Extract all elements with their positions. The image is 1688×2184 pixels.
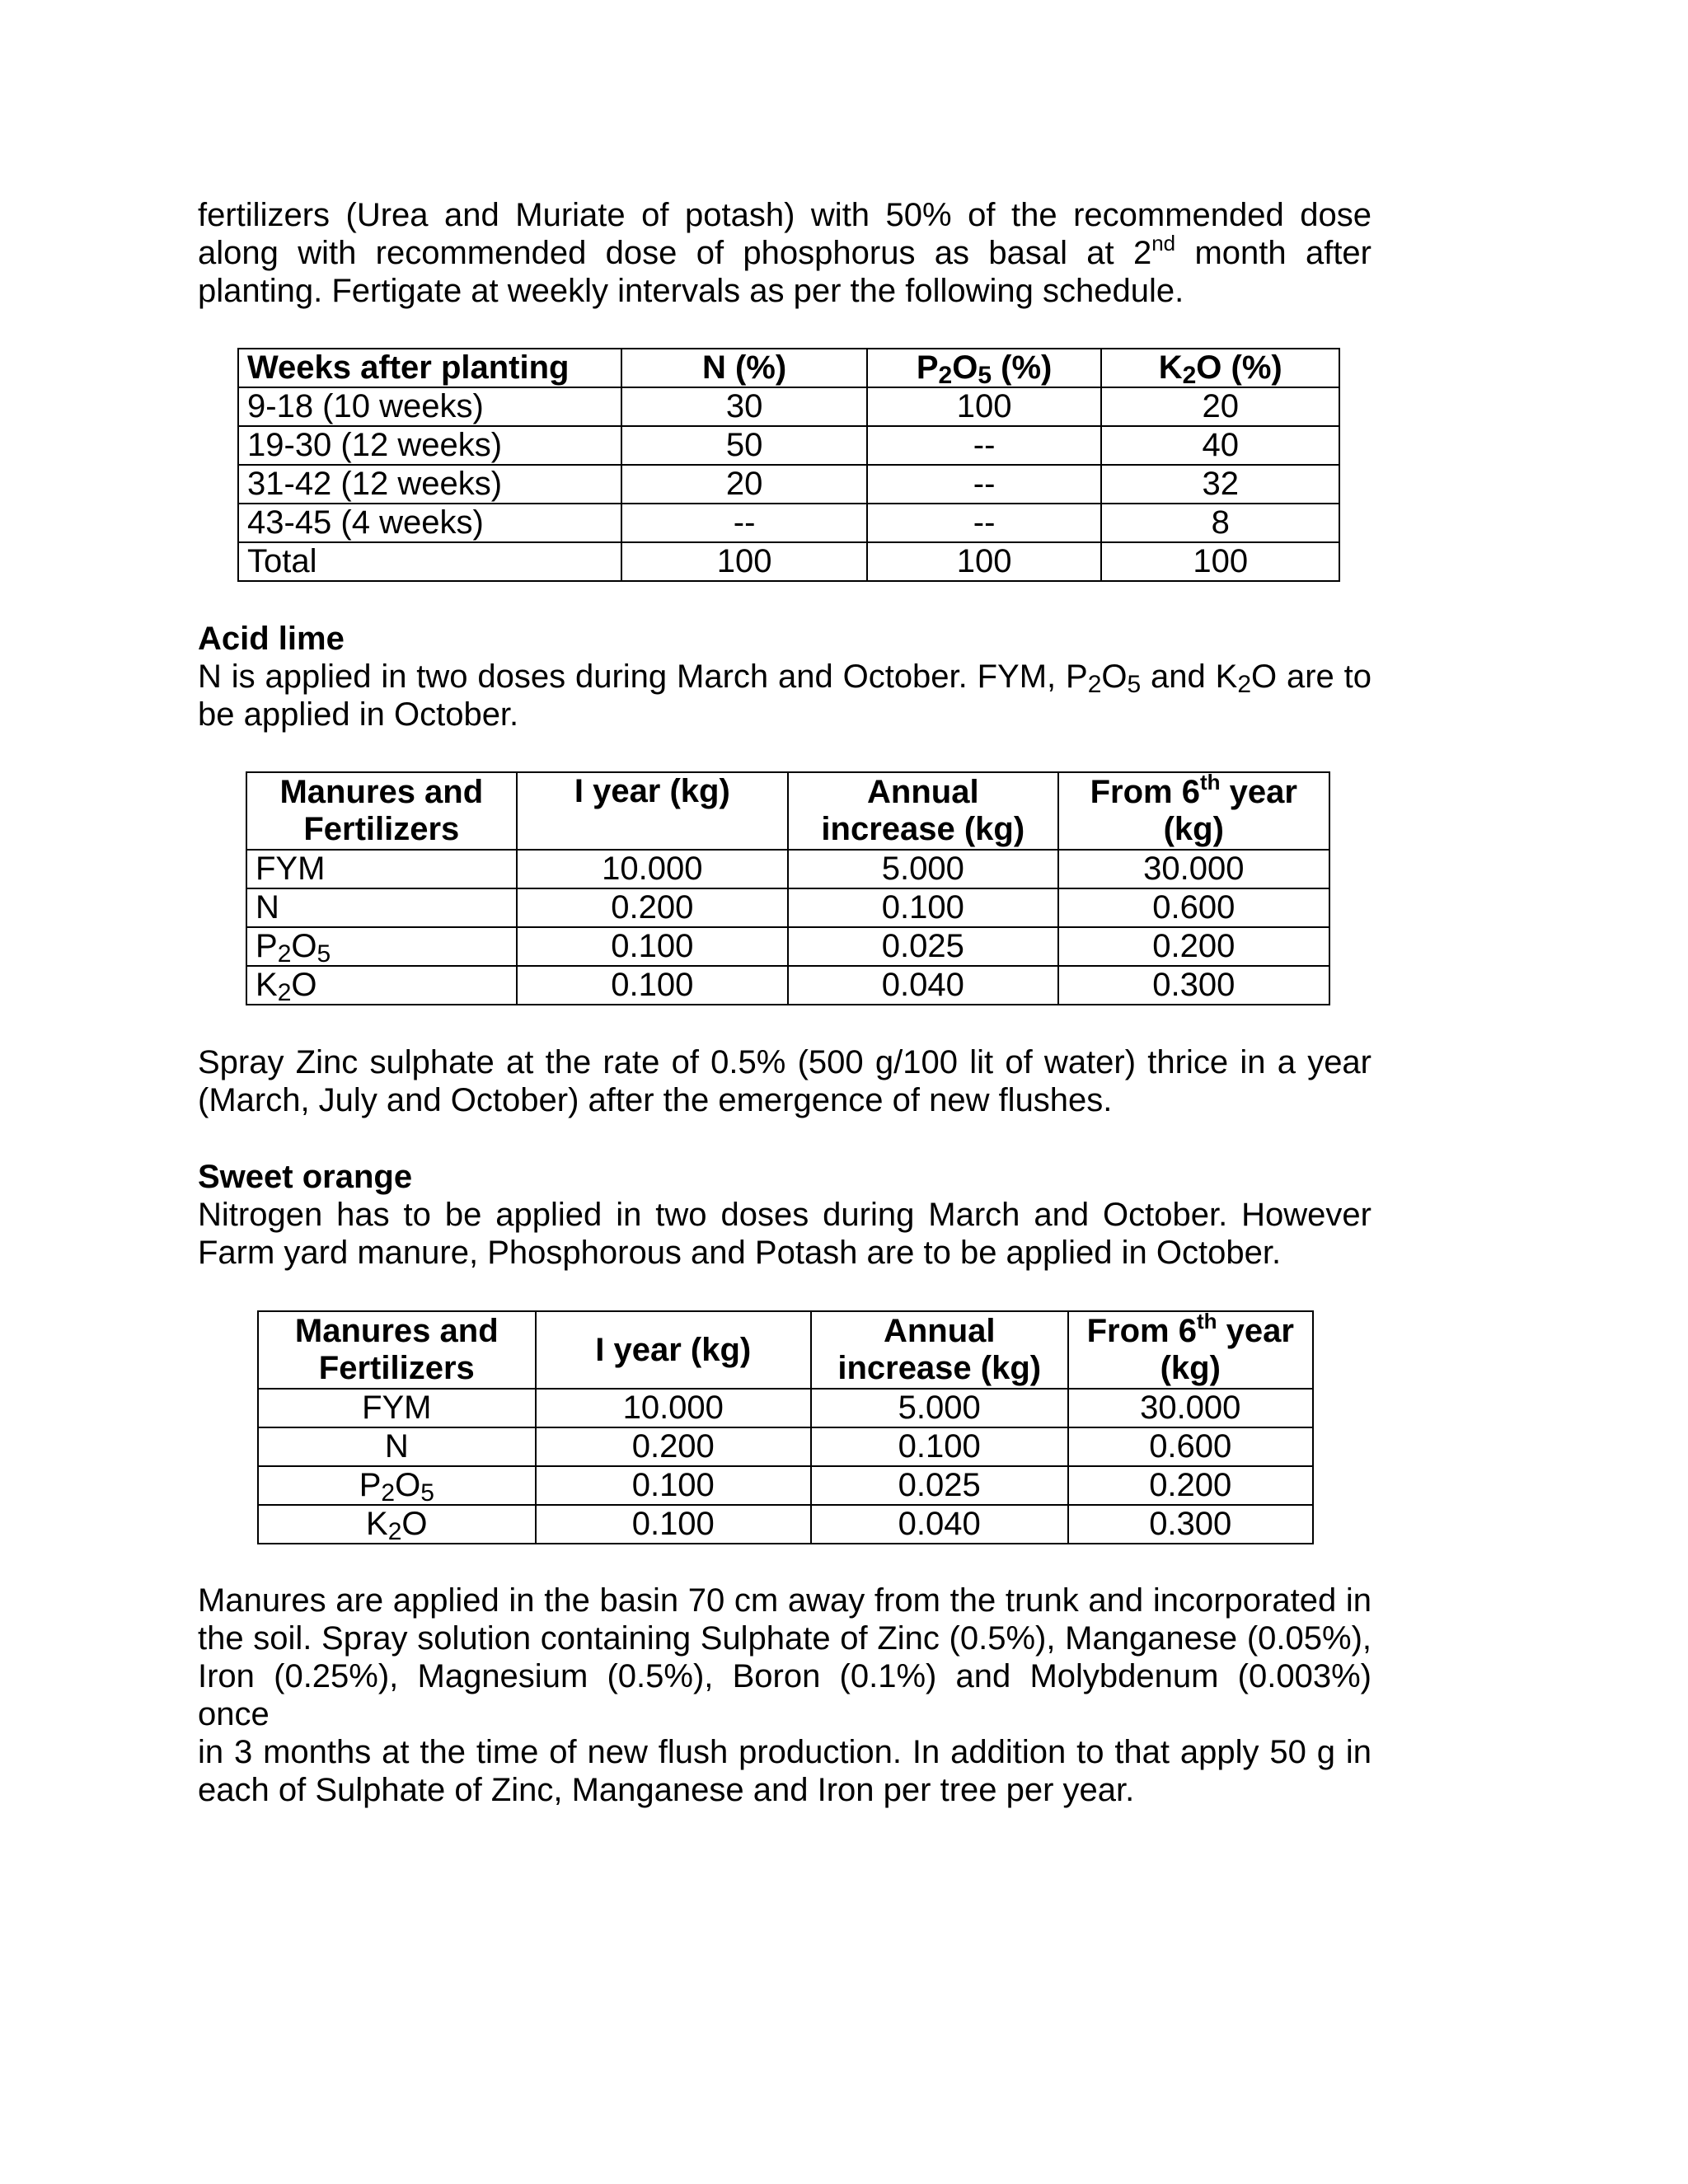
cell-year1: 0.100 xyxy=(517,966,788,1005)
cell-n: -- xyxy=(621,504,867,542)
cell-weeks: 19-30 (12 weeks) xyxy=(238,426,621,465)
section-heading-sweet-orange: Sweet orange xyxy=(198,1159,413,1195)
cell-name: $P_2O_5$ xyxy=(246,927,517,966)
zinc-spray-line: Spray Zinc sulphate at the rate of 0.5% (500 g/100 lit of water) thrice in a year xyxy=(198,1044,1372,1080)
cell-year6: 0.300 xyxy=(1068,1505,1314,1544)
table-row xyxy=(238,465,1339,504)
cell-name: FYM xyxy=(258,1389,536,1427)
cell-p: -- xyxy=(867,465,1102,504)
cell-increase: 0.040 xyxy=(788,966,1058,1005)
cell-k: 40 xyxy=(1101,426,1339,465)
header-p2o5: $P_2O_5$ (%) xyxy=(867,349,1102,387)
cell-k: 20 xyxy=(1101,387,1339,426)
cell-year1: 10.000 xyxy=(517,850,788,888)
section-heading-acid-lime: Acid lime xyxy=(198,621,345,657)
zinc-spray-paragraph xyxy=(198,1043,1372,1119)
table-row xyxy=(238,504,1339,542)
header-year1: I year (kg) xyxy=(517,772,788,850)
cell-p: -- xyxy=(867,504,1102,542)
table-header-row xyxy=(246,772,1329,850)
cell-year1: 0.200 xyxy=(536,1427,811,1466)
table-row-total xyxy=(238,542,1339,581)
header-manures: Manures and Fertilizers xyxy=(246,772,517,850)
cell-n: 20 xyxy=(621,465,867,504)
table-row xyxy=(246,966,1329,1005)
cell-p: 100 xyxy=(867,542,1102,581)
cell-n: 50 xyxy=(621,426,867,465)
table-header-row xyxy=(238,349,1339,387)
cell-n: 100 xyxy=(621,542,867,581)
cell-increase: 0.100 xyxy=(811,1427,1068,1466)
table-row xyxy=(258,1389,1313,1427)
cell-year6: 30.000 xyxy=(1068,1389,1314,1427)
manures-line: each of Sulphate of Zinc, Manganese and Iron per tree per year. xyxy=(198,1772,1135,1808)
cell-increase: 0.025 xyxy=(811,1466,1068,1505)
header-annual-increase: Annual increase (kg) xyxy=(811,1311,1068,1389)
acid-lime-table xyxy=(246,771,1330,1005)
sweet-orange-line: Farm yard manure, Phosphorous and Potash are to be applied in October. xyxy=(198,1235,1282,1271)
sweet-orange-line: Nitrogen has to be applied in two doses during March and October. However xyxy=(198,1197,1372,1233)
table-row xyxy=(238,426,1339,465)
cell-name: FYM xyxy=(246,850,517,888)
cell-name: $P_2O_5$ xyxy=(258,1466,536,1505)
table-header-row xyxy=(258,1311,1313,1389)
intro-line: planting. Fertigate at weekly intervals as per the following schedule. xyxy=(198,273,1184,309)
sweet-orange-table xyxy=(257,1310,1314,1544)
cell-year6: 0.300 xyxy=(1058,966,1329,1005)
manures-line: in 3 months at the time of new flush production. In addition to that apply 50 g in xyxy=(198,1734,1372,1770)
table-row xyxy=(258,1466,1313,1505)
cell-year6: 0.600 xyxy=(1068,1427,1314,1466)
cell-year1: 0.200 xyxy=(517,888,788,927)
header-from-6th-year: From 6th year (kg) xyxy=(1068,1311,1314,1389)
cell-k: 32 xyxy=(1101,465,1339,504)
cell-weeks: 31-42 (12 weeks) xyxy=(238,465,621,504)
cell-weeks: 43-45 (4 weeks) xyxy=(238,504,621,542)
header-weeks: Weeks after planting xyxy=(238,349,621,387)
cell-increase: 5.000 xyxy=(811,1389,1068,1427)
cell-year1: 10.000 xyxy=(536,1389,811,1427)
header-from-6th-year: From 6th year (kg) xyxy=(1058,772,1329,850)
cell-year6: 0.200 xyxy=(1058,927,1329,966)
cell-p: 100 xyxy=(867,387,1102,426)
cell-weeks: 9-18 (10 weeks) xyxy=(238,387,621,426)
header-manures: Manures and Fertilizers xyxy=(258,1311,536,1389)
table-row xyxy=(238,387,1339,426)
cell-year1: 0.100 xyxy=(536,1466,811,1505)
intro-line: fertilizers (Urea and Muriate of potash) with 50% of the recommended dose xyxy=(198,197,1372,233)
cell-k: 100 xyxy=(1101,542,1339,581)
cell-k: 8 xyxy=(1101,504,1339,542)
cell-increase: 5.000 xyxy=(788,850,1058,888)
manures-line: Iron (0.25%), Magnesium (0.5%), Boron (0.1%) and Molybdenum (0.003%) once xyxy=(198,1658,1372,1732)
zinc-spray-line: (March, July and October) after the emergence of new flushes. xyxy=(198,1082,1113,1118)
manures-line: Manures are applied in the basin 70 cm away from the trunk and incorporated in xyxy=(198,1582,1372,1619)
sweet-orange-paragraph xyxy=(198,1196,1372,1272)
cell-year1: 0.100 xyxy=(536,1505,811,1544)
cell-name: N xyxy=(258,1427,536,1466)
table-row xyxy=(258,1505,1313,1544)
cell-year6: 30.000 xyxy=(1058,850,1329,888)
table-row xyxy=(258,1427,1313,1466)
table-row xyxy=(246,927,1329,966)
cell-weeks: Total xyxy=(238,542,621,581)
cell-name: $K_2O$ xyxy=(258,1505,536,1544)
acid-lime-line: be applied in October. xyxy=(198,696,519,733)
intro-line: along with recommended dose of phosphorus as basal at 2nd month after xyxy=(198,231,1372,271)
manures-application-paragraph xyxy=(198,1582,1372,1809)
cell-increase: 0.025 xyxy=(788,927,1058,966)
cell-increase: 0.100 xyxy=(788,888,1058,927)
header-k2o: $K_2O$ (%) xyxy=(1101,349,1339,387)
acid-lime-line: N is applied in two doses during March and October. FYM, $P_2O_5$ and $K_2O$ are to xyxy=(198,658,1372,698)
cell-increase: 0.040 xyxy=(811,1505,1068,1544)
header-year1: I year (kg) xyxy=(536,1311,811,1389)
manures-line: the soil. Spray solution containing Sulphate of Zinc (0.5%), Manganese (0.05%), xyxy=(198,1620,1372,1657)
cell-name: N xyxy=(246,888,517,927)
intro-paragraph xyxy=(198,196,1372,310)
table-row xyxy=(246,850,1329,888)
acid-lime-paragraph xyxy=(198,658,1372,733)
table-row xyxy=(246,888,1329,927)
cell-n: 30 xyxy=(621,387,867,426)
fertigation-schedule-table xyxy=(237,348,1340,582)
cell-year6: 0.600 xyxy=(1058,888,1329,927)
header-n: N (%) xyxy=(621,349,867,387)
cell-year1: 0.100 xyxy=(517,927,788,966)
cell-year6: 0.200 xyxy=(1068,1466,1314,1505)
cell-p: -- xyxy=(867,426,1102,465)
header-annual-increase: Annual increase (kg) xyxy=(788,772,1058,850)
cell-name: $K_2O$ xyxy=(246,966,517,1005)
